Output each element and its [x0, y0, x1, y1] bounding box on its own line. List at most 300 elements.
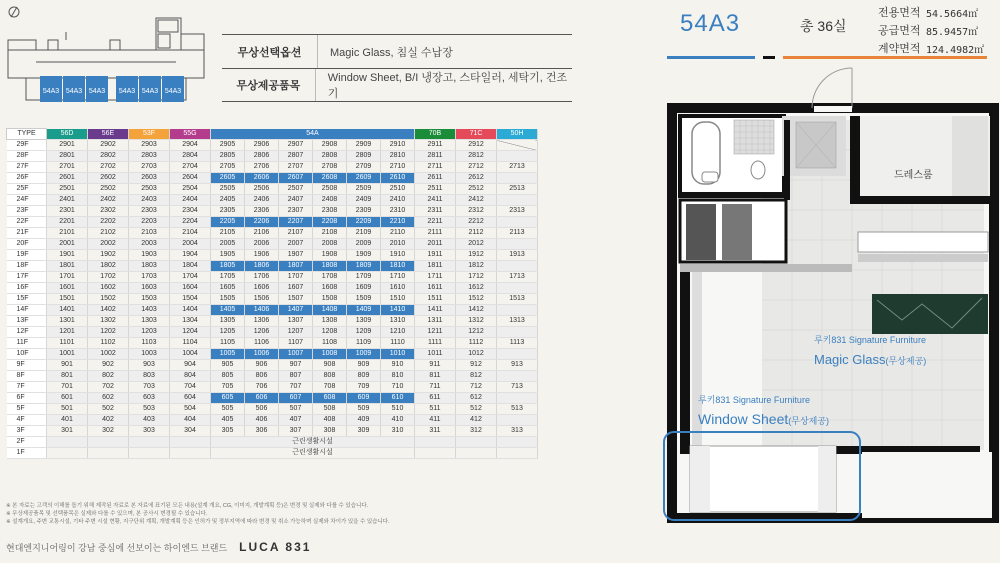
table-row — [7, 448, 538, 459]
unit-cell: 1909 — [347, 250, 381, 261]
floor-label: 27F — [7, 162, 47, 173]
unit-cell: 313 — [497, 426, 538, 437]
unit-cell: 2101 — [47, 228, 88, 239]
table-row — [7, 349, 538, 360]
floor-label: 17F — [7, 272, 47, 283]
unit-cell: 1902 — [88, 250, 129, 261]
unit-cell: 406 — [245, 415, 279, 426]
unit-cell: 2702 — [88, 162, 129, 173]
unit-cell: 2001 — [47, 239, 88, 250]
unit-cell: 409 — [347, 415, 381, 426]
unit-cell: 1410 — [381, 305, 415, 316]
unit-cell: 2507 — [279, 184, 313, 195]
floor-label: 28F — [7, 151, 47, 162]
unit-cell: 2303 — [129, 206, 170, 217]
unit-cell: 910 — [381, 360, 415, 371]
unit-cell: 1303 — [129, 316, 170, 327]
unit-cell: 1603 — [129, 283, 170, 294]
unit-cell: 2802 — [88, 151, 129, 162]
callout1-sub: 루키831 Signature Furniture — [814, 335, 926, 345]
unit-cell: 702 — [88, 382, 129, 393]
unit-cell: 1208 — [313, 327, 347, 338]
unit-cell: 805 — [211, 371, 245, 382]
unavailable-cell — [497, 415, 538, 426]
unit-cell: 2811 — [415, 151, 456, 162]
unit-cell: 311 — [415, 426, 456, 437]
unit-cell: 1507 — [279, 294, 313, 305]
unit-cell: 2704 — [170, 162, 211, 173]
unit-cell: 1012 — [456, 349, 497, 360]
unit-cell: 2311 — [415, 206, 456, 217]
area-row — [878, 39, 984, 57]
unit-cell: 1103 — [129, 338, 170, 349]
unit-cell: 2403 — [129, 195, 170, 206]
unit-cell: 601 — [47, 393, 88, 404]
unavailable-cell — [497, 327, 538, 338]
unit-cell: 1508 — [313, 294, 347, 305]
unit-cell: 2910 — [381, 140, 415, 151]
table-row — [7, 140, 538, 151]
area-label: 공급면적 — [878, 25, 921, 37]
unit-cell: 2808 — [313, 151, 347, 162]
unit-cell: 2113 — [497, 228, 538, 239]
unit-cell: 2409 — [347, 195, 381, 206]
unit-cell: 1704 — [170, 272, 211, 283]
unit-cell: 1209 — [347, 327, 381, 338]
unit-cell: 2105 — [211, 228, 245, 239]
table-row — [7, 404, 538, 415]
empty-cell — [88, 437, 129, 448]
area-list — [878, 3, 984, 57]
unit-cell: 1611 — [415, 283, 456, 294]
floor-label: 7F — [7, 382, 47, 393]
unit-cell: 1510 — [381, 294, 415, 305]
note-line: ※ 무상제공품목 및 선택품목은 실제와 다를 수 있으며, 본 공사시 변경될 수 있습니다. — [6, 511, 208, 517]
unit-cell: 2306 — [245, 206, 279, 217]
unit-cell: 2709 — [347, 162, 381, 173]
unit-cell: 1402 — [88, 305, 129, 316]
brand-logo: LUCA 831 — [239, 540, 312, 554]
unit-table — [6, 128, 538, 459]
unit-cell: 2210 — [381, 217, 415, 228]
unit-cell: 1312 — [456, 316, 497, 327]
unit-cell: 1612 — [456, 283, 497, 294]
unit-cell: 2812 — [456, 151, 497, 162]
unit-cell: 1512 — [456, 294, 497, 305]
empty-cell — [129, 437, 170, 448]
unit-cell: 1309 — [347, 316, 381, 327]
unit-cell: 611 — [415, 393, 456, 404]
unit-cell: 608 — [313, 393, 347, 404]
table-row — [7, 382, 538, 393]
unavailable-cell — [497, 217, 538, 228]
area-label: 계약면적 — [878, 43, 921, 55]
unit-cell: 1505 — [211, 294, 245, 305]
unit-cell: 2201 — [47, 217, 88, 228]
dress-room-label: 드레스룸 — [894, 170, 933, 181]
column-header-54a: 54A — [211, 129, 415, 140]
table-header-row — [7, 129, 538, 140]
floor-label: 15F — [7, 294, 47, 305]
unit-cell: 1408 — [313, 305, 347, 316]
unit-cell: 304 — [170, 426, 211, 437]
unit-cell: 2005 — [211, 239, 245, 250]
unit-cell: 711 — [415, 382, 456, 393]
unavailable-cell — [497, 371, 538, 382]
empty-cell — [47, 437, 88, 448]
table-row — [7, 393, 538, 404]
unit-cell: 306 — [245, 426, 279, 437]
unit-cell: 604 — [170, 393, 211, 404]
unit-cell: 1008 — [313, 349, 347, 360]
unit-cell: 2104 — [170, 228, 211, 239]
unit-cell: 801 — [47, 371, 88, 382]
unit-cell: 1104 — [170, 338, 211, 349]
unit-cell: 2606 — [245, 173, 279, 184]
unit-cell: 903 — [129, 360, 170, 371]
unit-cell: 1204 — [170, 327, 211, 338]
unit-cell: 803 — [129, 371, 170, 382]
unit-cell: 2506 — [245, 184, 279, 195]
unit-cell: 2310 — [381, 206, 415, 217]
unit-cell: 2012 — [456, 239, 497, 250]
unit-cell: 2609 — [347, 173, 381, 184]
toilet-icon — [751, 161, 765, 179]
area-value: 85.9457㎡ — [926, 26, 979, 38]
unit-cell: 2904 — [170, 140, 211, 151]
unit-cell: 607 — [279, 393, 313, 404]
unit-cell: 602 — [88, 393, 129, 404]
table-row — [7, 151, 538, 162]
unit-cell: 704 — [170, 382, 211, 393]
floor-label: 24F — [7, 195, 47, 206]
unit-cell: 511 — [415, 404, 456, 415]
unit-cell: 1306 — [245, 316, 279, 327]
unit-cell: 802 — [88, 371, 129, 382]
unavailable-cell — [497, 173, 538, 184]
unit-cell: 1712 — [456, 272, 497, 283]
unit-cell: 2202 — [88, 217, 129, 228]
unit-cell: 701 — [47, 382, 88, 393]
unit-cell: 2612 — [456, 173, 497, 184]
unit-cell: 2907 — [279, 140, 313, 151]
unit-cell: 1908 — [313, 250, 347, 261]
unit-cell: 1910 — [381, 250, 415, 261]
unit-cell: 2501 — [47, 184, 88, 195]
unit-cell: 1305 — [211, 316, 245, 327]
unit-cell: 1006 — [245, 349, 279, 360]
unavailable-cell — [497, 305, 538, 316]
unit-cell: 808 — [313, 371, 347, 382]
unit-cell: 1307 — [279, 316, 313, 327]
unit-cell: 501 — [47, 404, 88, 415]
unit-cell: 1812 — [456, 261, 497, 272]
unit-cell: 2305 — [211, 206, 245, 217]
unit-cell: 2211 — [415, 217, 456, 228]
footer-text: 현대엔지니어링이 강남 중심에 선보이는 하이엔드 브랜드 — [6, 542, 228, 553]
unit-cell: 303 — [129, 426, 170, 437]
unit-cell: 403 — [129, 415, 170, 426]
unit-cell: 2111 — [415, 228, 456, 239]
unit-cell: 909 — [347, 360, 381, 371]
unit-cell: 603 — [129, 393, 170, 404]
unit-cell: 2003 — [129, 239, 170, 250]
unit-cell: 1210 — [381, 327, 415, 338]
free-item-label: 무상제공품목 — [222, 69, 316, 101]
unit-cell: 1110 — [381, 338, 415, 349]
unit-cell: 2106 — [245, 228, 279, 239]
unit-cell: 1513 — [497, 294, 538, 305]
unit-cell: 402 — [88, 415, 129, 426]
unit-cell: 2301 — [47, 206, 88, 217]
area-row — [878, 21, 984, 39]
floor-label: 18F — [7, 261, 47, 272]
unit-cell: 1406 — [245, 305, 279, 316]
floor-label: 20F — [7, 239, 47, 250]
unit-cell: 807 — [279, 371, 313, 382]
unit-cell: 2405 — [211, 195, 245, 206]
column-header-56e: 56E — [88, 129, 129, 140]
options-box — [222, 34, 572, 102]
unit-cell: 2204 — [170, 217, 211, 228]
unit-cell: 911 — [415, 360, 456, 371]
unit-cell: 1701 — [47, 272, 88, 283]
unit-type-name: 54A3 — [680, 10, 741, 37]
unit-cell: 1212 — [456, 327, 497, 338]
empty-cell — [497, 437, 538, 448]
table-row — [7, 316, 538, 327]
unit-cell: 1211 — [415, 327, 456, 338]
unit-cell: 2807 — [279, 151, 313, 162]
facility-cell: 근린생활시설 — [211, 448, 415, 459]
unit-cell: 1804 — [170, 261, 211, 272]
unit-cell: 2504 — [170, 184, 211, 195]
unit-cell: 2008 — [313, 239, 347, 250]
unit-cell: 1802 — [88, 261, 129, 272]
unit-cell: 310 — [381, 426, 415, 437]
table-row — [7, 283, 538, 294]
unit-cell: 1411 — [415, 305, 456, 316]
unit-cell: 1503 — [129, 294, 170, 305]
unit-cell: 811 — [415, 371, 456, 382]
unit-cell: 804 — [170, 371, 211, 382]
unavailable-cell — [497, 195, 538, 206]
table-row — [7, 426, 538, 437]
unit-cell: 709 — [347, 382, 381, 393]
unit-cell: 1604 — [170, 283, 211, 294]
unit-cell: 2208 — [313, 217, 347, 228]
unit-cell: 2901 — [47, 140, 88, 151]
unit-cell: 2412 — [456, 195, 497, 206]
unit-cell: 1407 — [279, 305, 313, 316]
unit-cell: 411 — [415, 415, 456, 426]
unit-cell: 2512 — [456, 184, 497, 195]
free-option-row — [222, 34, 572, 68]
unit-cell: 1001 — [47, 349, 88, 360]
unit-cell: 1807 — [279, 261, 313, 272]
unit-cell: 2505 — [211, 184, 245, 195]
unit-cell: 2908 — [313, 140, 347, 151]
unit-cell: 2407 — [279, 195, 313, 206]
footer — [6, 540, 311, 554]
unit-cell: 1509 — [347, 294, 381, 305]
unit-cell: 2107 — [279, 228, 313, 239]
floor-label: 10F — [7, 349, 47, 360]
unit-cell: 1502 — [88, 294, 129, 305]
floor-label: 21F — [7, 228, 47, 239]
unit-cell: 2207 — [279, 217, 313, 228]
unit-cell: 1703 — [129, 272, 170, 283]
unit-cell: 1711 — [415, 272, 456, 283]
unit-cell: 2906 — [245, 140, 279, 151]
unit-cell: 2004 — [170, 239, 211, 250]
table-row — [7, 195, 538, 206]
unit-cell: 1301 — [47, 316, 88, 327]
unit-cell: 513 — [497, 404, 538, 415]
unit-cell: 905 — [211, 360, 245, 371]
empty-cell — [497, 448, 538, 459]
unit-cell: 1606 — [245, 283, 279, 294]
floor-label: 29F — [7, 140, 47, 151]
unit-cell: 2205 — [211, 217, 245, 228]
empty-cell — [415, 448, 456, 459]
unit-cell: 1610 — [381, 283, 415, 294]
unit-cell: 912 — [456, 360, 497, 371]
table-row — [7, 250, 538, 261]
unit-cell: 1311 — [415, 316, 456, 327]
floor-label: 22F — [7, 217, 47, 228]
unit-cell: 2701 — [47, 162, 88, 173]
unit-cell: 2404 — [170, 195, 211, 206]
kp-unit-label: 54A3 — [65, 88, 83, 95]
table-row — [7, 294, 538, 305]
column-header-type: TYPE — [7, 129, 47, 140]
unit-cell: 504 — [170, 404, 211, 415]
unit-cell: 2605 — [211, 173, 245, 184]
unit-cell: 1310 — [381, 316, 415, 327]
floor-label: 23F — [7, 206, 47, 217]
unit-cell: 1506 — [245, 294, 279, 305]
unit-cell: 1007 — [279, 349, 313, 360]
unit-cell: 2206 — [245, 217, 279, 228]
table-row — [7, 162, 538, 173]
free-item-row — [222, 68, 572, 102]
unit-cell: 2312 — [456, 206, 497, 217]
unit-cell: 2912 — [456, 140, 497, 151]
unit-cell: 512 — [456, 404, 497, 415]
unit-cell: 712 — [456, 382, 497, 393]
unit-cell: 1207 — [279, 327, 313, 338]
unit-cell: 1601 — [47, 283, 88, 294]
unit-cell: 1108 — [313, 338, 347, 349]
unit-cell: 2406 — [245, 195, 279, 206]
unit-cell: 2103 — [129, 228, 170, 239]
unit-cell: 1801 — [47, 261, 88, 272]
unit-cell: 901 — [47, 360, 88, 371]
unit-cell: 1713 — [497, 272, 538, 283]
unit-cell: 2803 — [129, 151, 170, 162]
floor-label: 6F — [7, 393, 47, 404]
unit-cell: 2707 — [279, 162, 313, 173]
unit-cell: 2513 — [497, 184, 538, 195]
unit-cell: 1913 — [497, 250, 538, 261]
column-header-70b: 70B — [415, 129, 456, 140]
unit-cell: 1109 — [347, 338, 381, 349]
unit-cell: 2006 — [245, 239, 279, 250]
floor-label: 19F — [7, 250, 47, 261]
unit-cell: 1313 — [497, 316, 538, 327]
north-arrow-icon — [9, 7, 19, 17]
table-row — [7, 217, 538, 228]
unit-cell: 2309 — [347, 206, 381, 217]
unit-cell: 408 — [313, 415, 347, 426]
unit-cell: 2408 — [313, 195, 347, 206]
unit-cell: 2401 — [47, 195, 88, 206]
unit-cell: 1003 — [129, 349, 170, 360]
unit-cell: 2801 — [47, 151, 88, 162]
unit-cell: 1101 — [47, 338, 88, 349]
unit-cell: 2402 — [88, 195, 129, 206]
unit-cell: 2307 — [279, 206, 313, 217]
floor-label: 16F — [7, 283, 47, 294]
column-header-53f: 53F — [129, 129, 170, 140]
unit-cell: 2810 — [381, 151, 415, 162]
unit-cell: 2109 — [347, 228, 381, 239]
unit-cell: 1205 — [211, 327, 245, 338]
kp-unit-label: 54A3 — [88, 88, 106, 95]
unit-cell: 1403 — [129, 305, 170, 316]
floor-label: 14F — [7, 305, 47, 316]
unit-cell: 1112 — [456, 338, 497, 349]
note-line: ※ 본 자료는 고객의 이해를 돕기 위해 제작된 자료로 본 자료에 표기된 모든 내용(설계 개요, CG, 이미지, 개발계획 등)은 변경 및 실제와 다를 수 있습니다. — [6, 503, 369, 509]
unit-cell: 2602 — [88, 173, 129, 184]
unit-cell: 1203 — [129, 327, 170, 338]
unit-cell: 309 — [347, 426, 381, 437]
unit-cell: 2108 — [313, 228, 347, 239]
unit-cell: 412 — [456, 415, 497, 426]
unit-cell: 1810 — [381, 261, 415, 272]
unit-cell: 806 — [245, 371, 279, 382]
unit-cell: 503 — [129, 404, 170, 415]
unit-cell: 2007 — [279, 239, 313, 250]
unit-cell: 1706 — [245, 272, 279, 283]
facility-cell: 근린생활시설 — [211, 437, 415, 448]
table-row — [7, 305, 538, 316]
free-option-label: 무상선택옵션 — [222, 35, 318, 68]
unit-cell: 2809 — [347, 151, 381, 162]
unit-cell: 2601 — [47, 173, 88, 184]
unit-cell: 1511 — [415, 294, 456, 305]
empty-cell — [129, 448, 170, 459]
unit-cell: 506 — [245, 404, 279, 415]
unit-cell: 2410 — [381, 195, 415, 206]
unavailable-cell — [497, 151, 538, 162]
unit-cell: 508 — [313, 404, 347, 415]
column-header-50h: 50H — [497, 129, 538, 140]
unit-cell: 2905 — [211, 140, 245, 151]
callout2-sub: 루키831 Signature Furniture — [698, 395, 810, 405]
kp-unit-label: 54A3 — [164, 88, 182, 95]
table-row — [7, 184, 538, 195]
unit-cell: 1412 — [456, 305, 497, 316]
floor-label: 3F — [7, 426, 47, 437]
floor-label: 4F — [7, 415, 47, 426]
unit-cell: 809 — [347, 371, 381, 382]
unit-cell: 913 — [497, 360, 538, 371]
area-value: 124.4982㎡ — [926, 44, 985, 56]
area-label: 전용면적 — [878, 7, 921, 19]
unit-cell: 1808 — [313, 261, 347, 272]
